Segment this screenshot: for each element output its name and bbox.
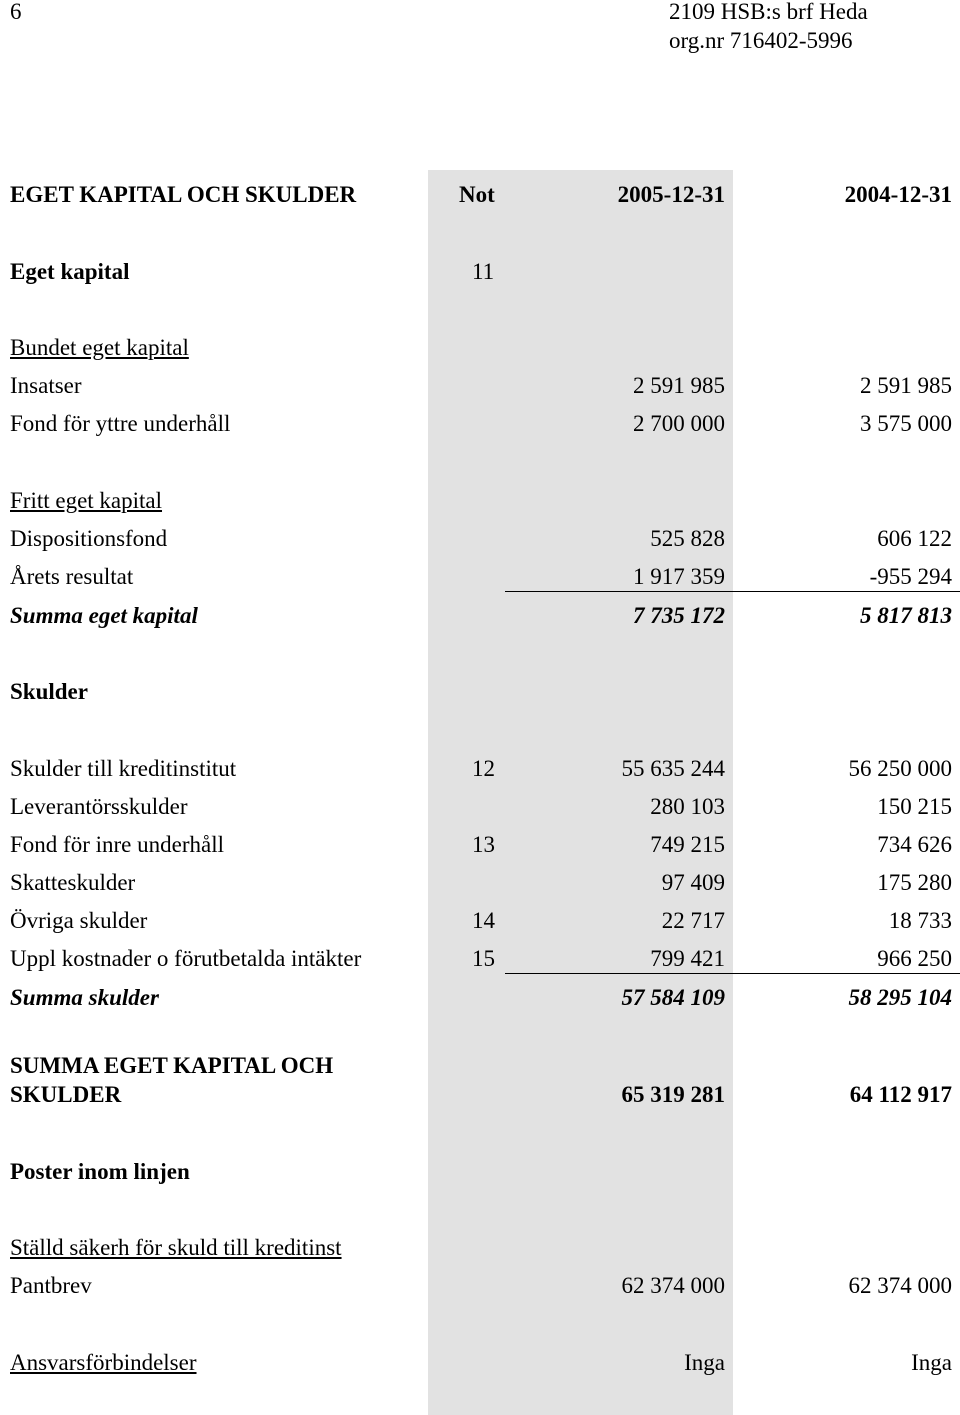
skulder-row-2005: 55 635 244 — [621, 756, 725, 781]
subtotal-rule — [505, 591, 960, 592]
arets-resultat-2005: 1 917 359 — [633, 564, 725, 589]
column-header-2004: 2004-12-31 — [844, 182, 952, 207]
skulder-row-2005: 280 103 — [650, 794, 725, 819]
total-label-line1: SUMMA EGET KAPITAL OCH — [10, 1053, 334, 1078]
skulder-row-2005: 749 215 — [650, 832, 725, 857]
fond-yttre-label: Fond för yttre underhåll — [10, 411, 231, 436]
skulder-row-2004: 18 733 — [888, 908, 952, 933]
org-number: org.nr 716402-5996 — [669, 28, 853, 53]
skulder-row-2004: 175 280 — [877, 870, 952, 895]
ansvarsforbindelser-2004: Inga — [911, 1350, 952, 1375]
fond-yttre-2005: 2 700 000 — [633, 411, 725, 436]
total-2004: 64 112 917 — [849, 1082, 952, 1107]
column-header-2005: 2005-12-31 — [617, 182, 725, 207]
skulder-row-2004: 150 215 — [877, 794, 952, 819]
skulder-row-label: Uppl kostnader o förutbetalda intäkter — [10, 946, 362, 971]
pantbrev-label: Pantbrev — [10, 1273, 92, 1298]
skulder-row-note: 14 — [472, 908, 495, 933]
insatser-2005: 2 591 985 — [633, 373, 725, 398]
pantbrev-2004: 62 374 000 — [848, 1273, 952, 1298]
eget-kapital-heading: Eget kapital — [10, 259, 130, 284]
arets-resultat-2004: -955 294 — [869, 564, 952, 589]
skulder-row-label: Fond för inre underhåll — [10, 832, 224, 857]
skulder-row-2004: 56 250 000 — [848, 756, 952, 781]
skulder-row-2004: 966 250 — [877, 946, 952, 971]
insatser-2004: 2 591 985 — [860, 373, 952, 398]
summa-skulder-label: Summa skulder — [10, 985, 159, 1010]
poster-inom-linjen-heading: Poster inom linjen — [10, 1159, 190, 1184]
stalld-sakerhet-heading: Ställd säkerh för skuld till kreditinst — [10, 1235, 342, 1260]
total-label-line2: SKULDER — [10, 1082, 122, 1107]
fritt-eget-kapital-heading: Fritt eget kapital — [10, 488, 163, 513]
skulder-row-note: 12 — [472, 756, 495, 781]
summa-eget-kapital-2004: 5 817 813 — [860, 603, 952, 628]
skulder-row-note: 15 — [472, 946, 495, 971]
skulder-row-2005: 22 717 — [661, 908, 725, 933]
dispositionsfond-label: Dispositionsfond — [10, 526, 168, 551]
bundet-eget-kapital-heading: Bundet eget kapital — [10, 335, 189, 360]
summa-eget-kapital-2005: 7 735 172 — [633, 603, 725, 628]
summa-skulder-2005: 57 584 109 — [621, 985, 725, 1010]
not-column-header: Not — [459, 182, 495, 207]
pantbrev-2005: 62 374 000 — [621, 1273, 725, 1298]
section-title: EGET KAPITAL OCH SKULDER — [10, 182, 357, 207]
skulder-row-2004: 734 626 — [877, 832, 952, 857]
skulder-row-label: Leverantörsskulder — [10, 794, 188, 819]
ansvarsforbindelser-label: Ansvarsförbindelser — [10, 1350, 197, 1375]
dispositionsfond-2004: 606 122 — [877, 526, 952, 551]
arets-resultat-label: Årets resultat — [10, 564, 134, 589]
org-name: 2109 HSB:s brf Heda — [669, 0, 868, 24]
total-2005: 65 319 281 — [621, 1082, 725, 1107]
fond-yttre-2004: 3 575 000 — [860, 411, 952, 436]
summa-skulder-2004: 58 295 104 — [848, 985, 952, 1010]
ansvarsforbindelser-2005: Inga — [684, 1350, 725, 1375]
skulder-row-label: Skulder till kreditinstitut — [10, 756, 237, 781]
skulder-row-2005: 799 421 — [650, 946, 725, 971]
eget-kapital-note: 11 — [472, 259, 495, 284]
skulder-row-label: Övriga skulder — [10, 908, 148, 933]
skulder-row-note: 13 — [472, 832, 495, 857]
subtotal-rule — [505, 973, 960, 974]
skulder-heading: Skulder — [10, 679, 88, 704]
dispositionsfond-2005: 525 828 — [650, 526, 725, 551]
insatser-label: Insatser — [10, 373, 82, 398]
page-number: 6 — [10, 0, 22, 24]
skulder-row-2005: 97 409 — [661, 870, 725, 895]
skulder-row-label: Skatteskulder — [10, 870, 136, 895]
summa-eget-kapital-label: Summa eget kapital — [10, 603, 198, 628]
